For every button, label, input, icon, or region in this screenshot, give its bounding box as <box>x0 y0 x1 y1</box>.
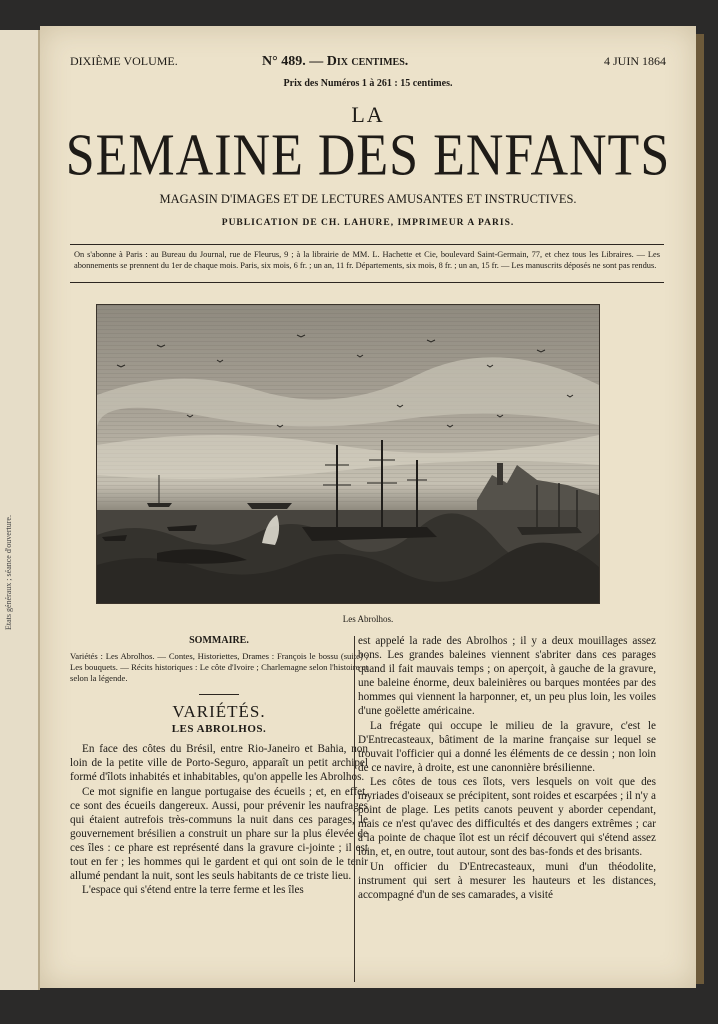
article-column-right <box>358 634 656 902</box>
publisher-line: PUBLICATION DE CH. LAHURE, IMPRIMEUR A PARIS. <box>221 218 515 228</box>
volume-label: DIXIÈME VOLUME. <box>70 54 178 68</box>
article-paragraph: La frégate qui occupe le milieu de la gravure, c'est le D'Entrecasteaux, bâtiment de la marine française sur lequel se trouvait l'officier qui a donné les éléments de ce dessin ; non loin de ce navire, à droite, est une canonnière brésilienne. <box>358 719 656 774</box>
subscription-notice: On s'abonne à Paris : au Bureau du Journal, rue de Fleurus, 9 ; à la librairie de MM. L. Hachette et Cie, boulevard Saint-Germain, 77, et chez tous les Libraires. — Les abonnements se prennent du 1er de chaque mois. Paris, six mois, 6 fr. ; un an, 11 fr. Départements, six mois, 8 fr. ; un an, 15 fr. — Les manuscrits déposés ne sont pas rendus. <box>74 250 660 270</box>
facing-page-spine-text: Etats généraux ; séance d'ouverture. <box>4 515 13 630</box>
article-column-left <box>70 634 368 897</box>
sommaire-text: Variétés : Les Abrolhos. — Contes, Historiettes, Drames : François le bossu (suite) ; Les bouquets. — Récits historiques : Le côte d'Ivoire ; Charlemagne selon l'histoire et selon la légende. <box>70 651 368 684</box>
article-paragraph: Un officier du D'Entrecasteaux, muni d'un théodolite, instrument qui sert à mesurer les hauteurs et les distances, accompagné d'un de ses camarades, a visité <box>358 860 656 901</box>
article-paragraph: est appelé la rade des Abrolhos ; il y a deux mouillages assez bons. Les grandes baleines viennent s'abriter dans ces parages quand il fait mauvais temps ; on aperçoit, à gauche de la gravure, une baleine énorme, deux baleinières ou barques montées par des hommes qui viennent la harponner, et, un peu plus loin, les voiles d'une goëlette américaine. <box>358 635 656 718</box>
price-note: Prix des Numéros 1 à 261 : 15 centimes. <box>283 78 453 89</box>
section-title: VARIÉTÉS. <box>172 702 266 722</box>
masthead-article: LA <box>351 102 385 127</box>
issue-number: N° 489. — Dix centimes. <box>262 54 409 69</box>
facing-page-edge <box>0 30 40 990</box>
notice-rule-bottom <box>70 282 664 283</box>
article-paragraph: Ce mot signifie en langue portugaise des écueils ; et, en effet, ce sont des écueils dangereux. Aussi, pour prévenir les naufrages qui étaient autrefois très-communs la nuit dans ces parages, le gouvernement brésilien a construit un phare sur la plus élevée de ces îles : ce phare est représenté dans la gravure ci-jointe ; il est tout en fer ; les hommes qui le gardent et qui ont soin de le tenir allumé pendant la nuit, sont les seuls habitants de ce triste lieu. <box>70 785 368 883</box>
engraving-illustration <box>96 304 600 604</box>
sommaire-heading: SOMMAIRE. <box>189 635 249 646</box>
masthead-subtitle: MAGASIN D'IMAGES ET DE LECTURES AMUSANTES ET INSTRUCTIVES. <box>159 192 577 206</box>
section-rule <box>199 694 239 695</box>
issue-date: 4 JUIN 1864 <box>604 54 666 68</box>
article-title: LES ABROLHOS. <box>171 723 267 736</box>
article-paragraph: Les côtes de tous ces îlots, vers lesquels on voit que des myriades d'oiseaux se précipitent, sont roides et escarpées ; il n'y a point de plage. Les petits canots peuvent y aborder cependant, mais ce n'est qu'avec des difficultés et des dangers extrêmes ; car à la pointe de chaque îlot est un récif découvert qui s'étend assez loin, et, en outre, tout autour, sont des bas-fonds et des brisants. <box>358 775 656 859</box>
notice-rule-top <box>70 244 664 245</box>
newspaper-page <box>40 26 696 988</box>
illustration-caption: Les Abrolhos. <box>342 614 394 624</box>
article-paragraph: En face des côtes du Brésil, entre Rio-Janeiro et Bahia, non loin de la petite ville de Porto-Seguro, apparaît un petit archipel formé d'îlots inhabités et inhabitables, qu'on appelle les Abrolhos. <box>70 743 368 784</box>
masthead-title: SEMAINE DES ENFANTS <box>65 122 671 189</box>
seascape-engraving <box>97 305 599 603</box>
article-paragraph: L'espace qui s'étend entre la terre ferme et les îles <box>82 884 304 897</box>
column-divider <box>354 636 355 982</box>
